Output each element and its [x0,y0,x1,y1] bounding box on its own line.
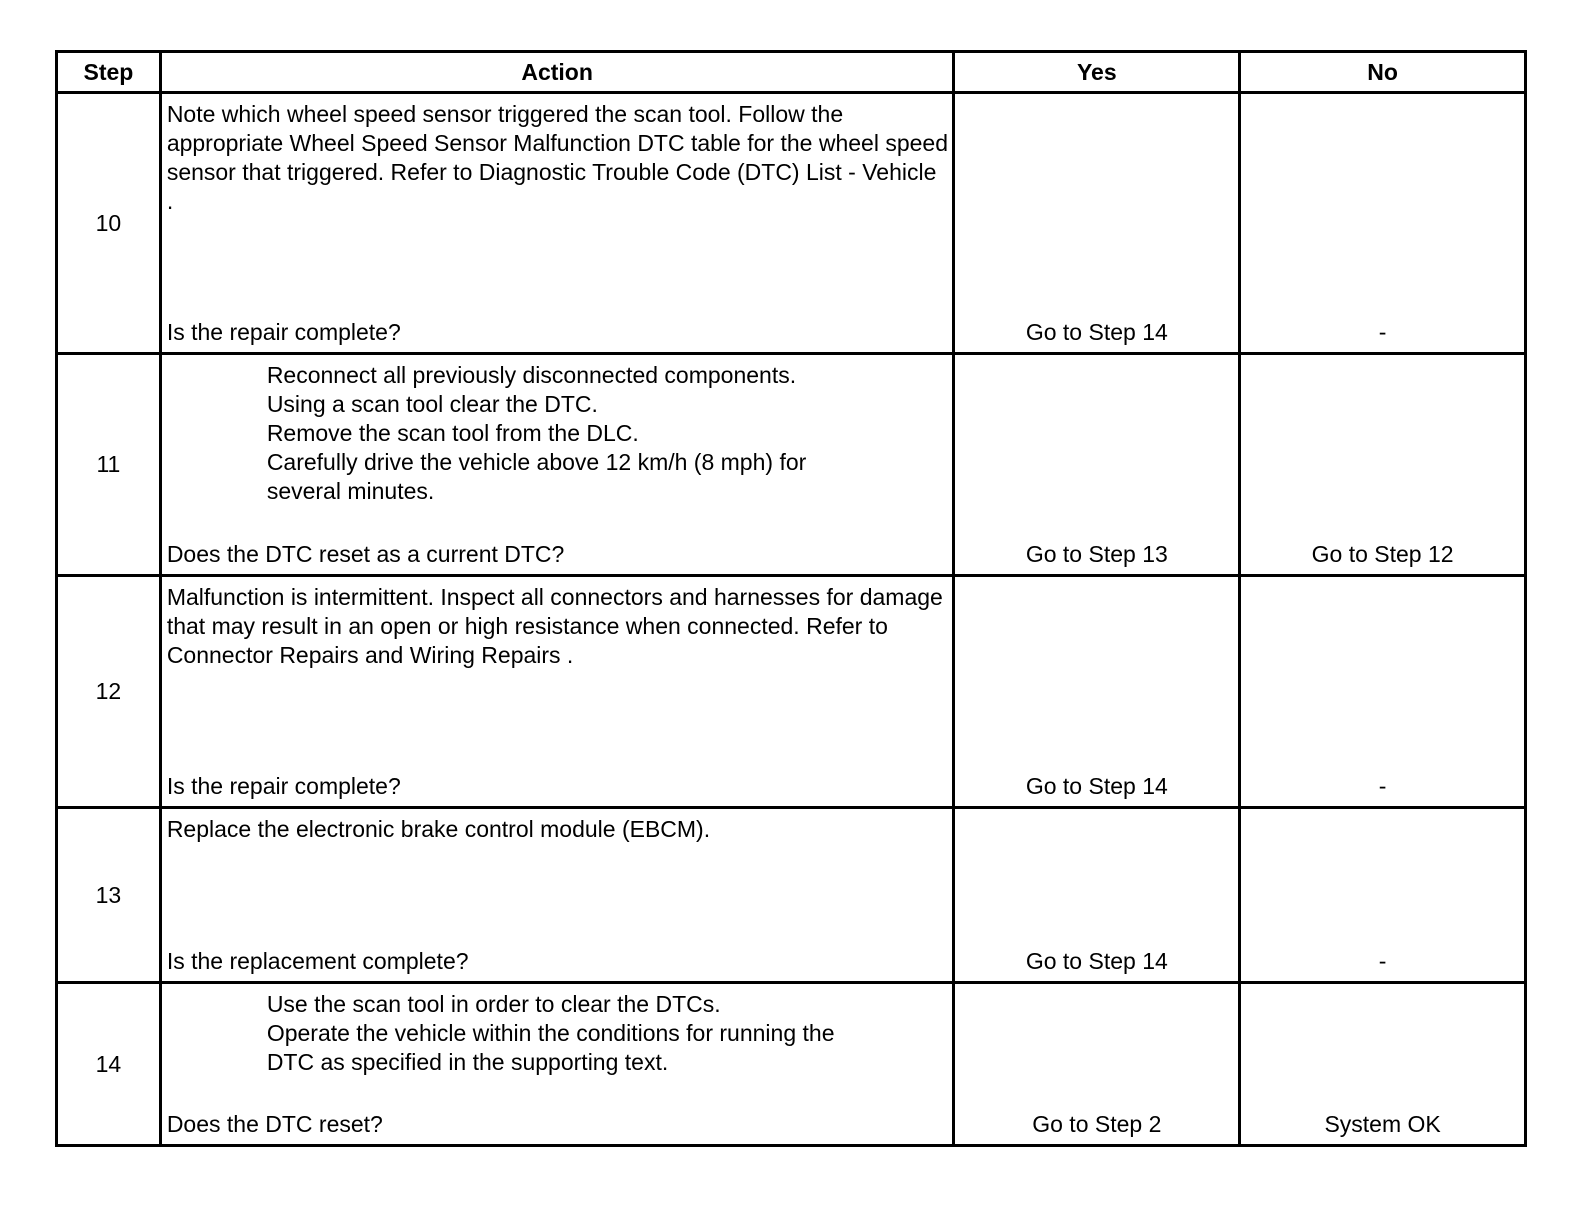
yes-cell [954,93,1240,354]
table-row [57,354,1526,576]
step-number: 13 [57,808,161,983]
action-instructions: Note which wheel speed sensor triggered the scan tool. Follow the appropriate Wheel Speed Sensor Malfunction DTC table for the wheel speed sensor that triggered. Refer to Diagnostic Trouble Code (DTC) List - Vehicle . [166,101,948,214]
action-instructions: Reconnect all previously disconnected components. Using a scan tool clear the DTC. Remove the scan tool from the DLC. Carefully drive the vehicle above 12 km/h (8 mph) for several minutes. [266,362,807,504]
action-cell [160,576,954,808]
table-row [57,93,1526,354]
no-result: - [1378,773,1387,799]
action-question: Does the DTC reset as a current DTC? [166,541,565,567]
action-instructions: Malfunction is intermittent. Inspect all connectors and harnesses for damage that may result in an open or high resistance when connected. Refer to Connector Repairs and Wiring Repairs . [166,584,943,668]
no-result: - [1378,319,1387,345]
yes-cell [954,354,1240,576]
header-yes: Yes [954,52,1240,93]
yes-cell [954,808,1240,983]
action-instructions: Replace the electronic brake control module (EBCM). [166,816,711,842]
yes-result: Go to Step 14 [1025,773,1168,799]
action-instructions: Use the scan tool in order to clear the DTCs. Operate the vehicle within the conditions for running the DTC as specified in the supporting text. [266,991,835,1075]
yes-result: Go to Step 13 [1025,541,1168,567]
diagnostic-table [55,50,1527,1147]
action-question: Does the DTC reset? [166,1111,383,1137]
step-number: 12 [57,576,161,808]
action-cell [160,354,954,576]
no-cell [1240,576,1526,808]
no-cell [1240,983,1526,1146]
yes-result: Go to Step 14 [1025,319,1168,345]
step-number: 14 [57,983,161,1146]
no-result: - [1378,948,1387,974]
yes-result: Go to Step 14 [1025,948,1168,974]
header-row [57,52,1526,93]
step-number: 10 [57,93,161,354]
yes-cell [954,576,1240,808]
no-result: Go to Step 12 [1311,541,1454,567]
no-cell [1240,354,1526,576]
action-question: Is the repair complete? [166,773,401,799]
action-question: Is the replacement complete? [166,948,469,974]
header-no: No [1240,52,1526,93]
no-result: System OK [1324,1111,1441,1137]
action-cell [160,93,954,354]
action-cell [160,808,954,983]
table-row [57,576,1526,808]
no-cell [1240,93,1526,354]
yes-cell [954,983,1240,1146]
step-number: 11 [57,354,161,576]
table-row [57,983,1526,1146]
header-step: Step [57,52,161,93]
action-cell [160,983,954,1146]
header-action: Action [160,52,954,93]
table-row [57,808,1526,983]
yes-result: Go to Step 2 [1032,1111,1162,1137]
no-cell [1240,808,1526,983]
action-question: Is the repair complete? [166,319,401,345]
